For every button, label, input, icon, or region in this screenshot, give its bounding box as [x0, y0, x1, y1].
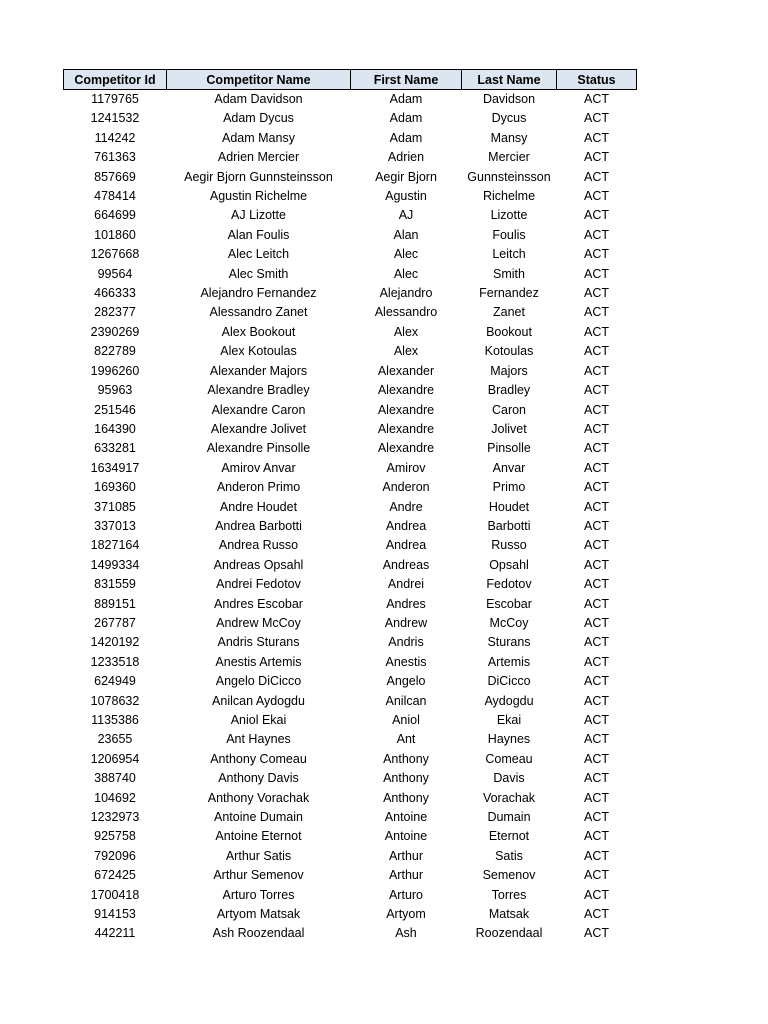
table-row	[64, 303, 637, 322]
cell-status[interactable]: ACT	[584, 635, 609, 650]
cell-first-name[interactable]: Anthony	[383, 771, 429, 786]
cell-competitor-id[interactable]: 164390	[94, 421, 136, 436]
cell-status[interactable]: ACT	[584, 286, 609, 301]
cell-last-name[interactable]: Davis	[493, 771, 525, 786]
cell-competitor-id[interactable]: 1078632	[90, 693, 140, 708]
cell-competitor-id[interactable]: 95963	[97, 383, 133, 398]
cell-last-name[interactable]: Russo	[491, 538, 527, 553]
cell-last-name[interactable]: Richelme	[482, 189, 536, 204]
table-row	[64, 750, 637, 769]
cell-status[interactable]: ACT	[584, 713, 609, 727]
cell-last-name[interactable]: Comeau	[485, 751, 533, 766]
cell-last-name[interactable]: Foulis	[492, 227, 526, 242]
cell-competitor-name[interactable]: Alan Foulis	[227, 227, 290, 242]
cell-first-name[interactable]: Alec	[393, 247, 419, 262]
cell-competitor-name[interactable]: Andrew McCoy	[216, 615, 301, 630]
cell-first-name[interactable]: Anderon	[382, 480, 430, 495]
cell-competitor-name[interactable]: Andreas Opsahl	[213, 557, 304, 572]
cell-competitor-id[interactable]: 388740	[94, 771, 136, 786]
cell-competitor-name[interactable]: Artyom Matsak	[216, 907, 301, 922]
cell-competitor-id[interactable]: 1267668	[90, 247, 140, 262]
cell-competitor-name[interactable]: Andrea Barbotti	[215, 518, 302, 533]
cell-last-name[interactable]: Semenov	[482, 868, 536, 883]
header-first-name[interactable]: First Name	[351, 70, 462, 90]
cell-status[interactable]: ACT	[584, 577, 609, 592]
cell-first-name[interactable]: Amirov	[386, 460, 426, 475]
cell-competitor-name[interactable]: Angelo DiCicco	[215, 674, 302, 689]
cell-last-name[interactable]: Roozendaal	[475, 926, 543, 941]
cell-last-name[interactable]: Torres	[491, 887, 527, 902]
table-row	[64, 847, 637, 866]
cell-competitor-name[interactable]: Alexander Majors	[209, 363, 308, 378]
cell-competitor-id[interactable]: 1179765	[91, 92, 139, 106]
cell-last-name[interactable]: Haynes	[487, 732, 531, 747]
cell-last-name[interactable]: Pinsolle	[487, 441, 531, 456]
cell-competitor-id[interactable]: 101860	[94, 227, 136, 242]
cell-competitor-id[interactable]: 114242	[94, 130, 136, 145]
cell-status[interactable]: ACT	[584, 810, 609, 825]
cell-competitor-name[interactable]: Anthony Davis	[218, 771, 299, 786]
cell-competitor-id[interactable]: 1233518	[90, 654, 140, 669]
table-row	[64, 536, 637, 555]
cell-last-name[interactable]: Fernandez	[479, 286, 539, 301]
cell-competitor-name[interactable]: Andrei Fedotov	[216, 577, 301, 592]
cell-competitor-name[interactable]: Anderon Primo	[216, 480, 301, 495]
cell-last-name[interactable]: Aydogdu	[484, 693, 534, 708]
cell-competitor-id[interactable]: 1135386	[91, 713, 139, 727]
cell-last-name[interactable]: Davidson	[482, 92, 536, 106]
cell-competitor-name[interactable]: Andre Houdet	[219, 499, 298, 514]
cell-first-name[interactable]: Alexandre	[377, 402, 435, 417]
cell-competitor-name[interactable]: Agustin Richelme	[209, 189, 308, 204]
cell-competitor-name[interactable]: Anthony Comeau	[210, 751, 307, 766]
cell-competitor-name[interactable]: Alexandre Pinsolle	[206, 441, 311, 456]
table-row	[64, 730, 637, 749]
table-row	[64, 478, 637, 497]
cell-status[interactable]: ACT	[584, 829, 609, 844]
cell-last-name[interactable]: Lizotte	[490, 208, 528, 223]
cell-status[interactable]: ACT	[584, 383, 609, 398]
cell-last-name[interactable]: Kotoulas	[484, 344, 534, 359]
header-status[interactable]: Status	[557, 70, 637, 90]
cell-first-name[interactable]: Andrei	[387, 577, 425, 592]
cell-competitor-name[interactable]: Arturo Torres	[222, 887, 295, 902]
cell-first-name[interactable]: Alexandre	[377, 421, 435, 436]
table-row	[64, 226, 637, 245]
cell-first-name[interactable]: Anilcan	[385, 693, 427, 708]
cell-first-name[interactable]: Adam	[389, 92, 423, 106]
cell-competitor-id[interactable]: 442211	[94, 926, 136, 941]
cell-competitor-id[interactable]: 267787	[94, 615, 136, 630]
table-row	[64, 148, 637, 167]
cell-status[interactable]: ACT	[584, 751, 609, 766]
cell-last-name[interactable]: Anvar	[492, 460, 526, 475]
cell-competitor-name[interactable]: Alec Leitch	[227, 247, 290, 262]
cell-first-name[interactable]: Alec	[393, 266, 419, 281]
cell-status[interactable]: ACT	[584, 305, 609, 320]
cell-status[interactable]: ACT	[584, 92, 609, 106]
cell-status[interactable]: ACT	[584, 674, 609, 689]
cell-competitor-id[interactable]: 831559	[94, 577, 136, 592]
cell-last-name[interactable]: Caron	[491, 402, 527, 417]
table-row	[64, 808, 637, 827]
cell-competitor-id[interactable]: 761363	[94, 150, 136, 165]
cell-competitor-id[interactable]: 633281	[94, 441, 136, 456]
table-row	[64, 90, 637, 110]
cell-competitor-name[interactable]: Anthony Vorachak	[207, 790, 310, 805]
cell-competitor-name[interactable]: Antoine Eternot	[215, 829, 302, 844]
cell-competitor-id[interactable]: 822789	[94, 344, 136, 359]
header-competitor-id[interactable]: Competitor Id	[64, 70, 167, 90]
table-row	[64, 866, 637, 885]
cell-last-name[interactable]: Eternot	[488, 829, 530, 844]
cell-first-name[interactable]: Arthur	[388, 868, 424, 883]
cell-status[interactable]: ACT	[584, 499, 609, 514]
cell-status[interactable]: ACT	[584, 227, 609, 242]
cell-competitor-name[interactable]: Anestis Artemis	[215, 654, 302, 669]
table-row	[64, 672, 637, 691]
cell-status[interactable]: ACT	[584, 150, 609, 165]
cell-status[interactable]: ACT	[584, 693, 609, 708]
table-row	[64, 886, 637, 905]
cell-first-name[interactable]: Aegir Bjorn	[375, 169, 437, 184]
header-last-name[interactable]: Last Name	[462, 70, 557, 90]
cell-competitor-name[interactable]: Adam Dycus	[223, 111, 294, 126]
cell-last-name[interactable]: Jolivet	[491, 421, 527, 436]
table-row	[64, 265, 637, 284]
cell-competitor-name[interactable]: Adam Mansy	[222, 130, 295, 145]
cell-status[interactable]: ACT	[584, 363, 609, 378]
cell-status[interactable]: ACT	[584, 907, 609, 922]
cell-status[interactable]: ACT	[584, 344, 609, 359]
cell-competitor-name[interactable]: Alexandre Bradley	[207, 383, 310, 398]
cell-last-name[interactable]: Mansy	[490, 130, 528, 145]
table-row	[64, 187, 637, 206]
cell-competitor-id[interactable]: 1827164	[90, 538, 140, 553]
cell-competitor-id[interactable]: 624949	[94, 674, 136, 689]
header-row	[64, 70, 637, 90]
cell-status[interactable]: ACT	[584, 421, 609, 436]
cell-competitor-id[interactable]: 1700418	[90, 887, 140, 902]
cell-competitor-name[interactable]: Anilcan Aydogdu	[212, 693, 305, 708]
cell-competitor-id[interactable]: 478414	[94, 189, 136, 204]
cell-first-name[interactable]: Alexandre	[377, 441, 435, 456]
cell-competitor-id[interactable]: 337013	[94, 518, 136, 533]
cell-first-name[interactable]: Ant	[396, 732, 416, 747]
cell-competitor-name[interactable]: Aniol Ekai	[230, 713, 287, 727]
table-row	[64, 789, 637, 808]
cell-competitor-name[interactable]: Adam Davidson	[214, 92, 303, 106]
table-row	[64, 362, 637, 381]
table-row	[64, 517, 637, 536]
cell-competitor-name[interactable]: Alexandre Caron	[211, 402, 306, 417]
table-row	[64, 401, 637, 420]
cell-competitor-name[interactable]: Aegir Bjorn Gunnsteinsson	[184, 169, 333, 184]
cell-last-name[interactable]: Sturans	[487, 635, 531, 650]
cell-first-name[interactable]: Angelo	[386, 674, 426, 689]
cell-competitor-id[interactable]: 282377	[94, 305, 136, 320]
table-row	[64, 420, 637, 439]
cell-first-name[interactable]: Antoine	[384, 829, 428, 844]
cell-competitor-name[interactable]: Adrien Mercier	[217, 150, 300, 165]
cell-last-name[interactable]: Leitch	[492, 247, 526, 262]
cell-first-name[interactable]: Alejandro	[379, 286, 433, 301]
cell-first-name[interactable]: AJ	[398, 208, 414, 223]
cell-competitor-id[interactable]: 792096	[94, 848, 136, 863]
cell-status[interactable]: ACT	[584, 868, 609, 883]
cell-status[interactable]: ACT	[584, 615, 609, 630]
cell-status[interactable]: ACT	[584, 169, 609, 184]
table-row	[64, 459, 637, 478]
cell-last-name[interactable]: Dumain	[487, 810, 531, 825]
table-row	[64, 284, 637, 303]
cell-competitor-id[interactable]: 2390269	[90, 324, 140, 339]
cell-first-name[interactable]: Adrien	[387, 150, 425, 165]
cell-status[interactable]: ACT	[584, 848, 609, 863]
table-row	[64, 692, 637, 711]
table-row	[64, 245, 637, 264]
cell-status[interactable]: ACT	[584, 402, 609, 417]
cell-status[interactable]: ACT	[584, 460, 609, 475]
cell-first-name[interactable]: Andrew	[384, 615, 428, 630]
cell-competitor-name[interactable]: Alex Kotoulas	[220, 344, 297, 359]
cell-first-name[interactable]: Adam	[389, 130, 423, 145]
cell-competitor-id[interactable]: 1232973	[90, 810, 140, 825]
cell-last-name[interactable]: Vorachak	[482, 790, 536, 805]
cell-first-name[interactable]: Alexander	[377, 363, 435, 378]
cell-first-name[interactable]: Anestis	[385, 654, 427, 669]
table-row	[64, 575, 637, 594]
table-row	[64, 614, 637, 633]
cell-first-name[interactable]: Artyom	[386, 907, 426, 922]
cell-last-name[interactable]: Matsak	[488, 907, 530, 922]
cell-last-name[interactable]: Majors	[490, 363, 528, 378]
cell-competitor-id[interactable]: 1634917	[90, 460, 140, 475]
cell-last-name[interactable]: Mercier	[488, 150, 530, 165]
cell-status[interactable]: ACT	[584, 732, 609, 747]
table-row	[64, 633, 637, 652]
cell-status[interactable]: ACT	[584, 324, 609, 339]
table-row	[64, 769, 637, 788]
cell-last-name[interactable]: Houdet	[488, 499, 530, 514]
cell-competitor-name[interactable]: Alex Bookout	[221, 324, 296, 339]
table-row	[64, 595, 637, 614]
cell-competitor-name[interactable]: Amirov Anvar	[221, 460, 296, 475]
cell-status[interactable]: ACT	[584, 518, 609, 533]
table-row	[64, 827, 637, 846]
cell-last-name[interactable]: Gunnsteinsson	[467, 169, 551, 184]
cell-status[interactable]: ACT	[584, 111, 609, 126]
cell-competitor-name[interactable]: Alexandre Jolivet	[210, 421, 307, 436]
header-competitor-name[interactable]: Competitor Name	[167, 70, 351, 90]
table-row	[64, 342, 637, 361]
cell-competitor-id[interactable]: 889151	[94, 596, 136, 611]
table-row	[64, 924, 637, 943]
cell-first-name[interactable]: Andreas	[382, 557, 430, 572]
table-row	[64, 109, 637, 128]
cell-last-name[interactable]: Dycus	[491, 111, 527, 126]
cell-competitor-id[interactable]: 1499334	[90, 557, 140, 572]
cell-first-name[interactable]: Andris	[388, 635, 424, 650]
cell-last-name[interactable]: Primo	[492, 480, 526, 495]
cell-first-name[interactable]: Alex	[393, 344, 419, 359]
table-row	[64, 168, 637, 187]
cell-last-name[interactable]: Satis	[495, 848, 523, 863]
cell-competitor-id[interactable]: 1420192	[90, 635, 140, 650]
competitor-table	[63, 69, 637, 944]
cell-last-name[interactable]: Opsahl	[489, 557, 529, 572]
table-row	[64, 323, 637, 342]
cell-last-name[interactable]: Smith	[493, 266, 525, 281]
cell-competitor-id[interactable]: 672425	[94, 868, 136, 883]
cell-first-name[interactable]: Alex	[393, 324, 419, 339]
table-row	[64, 711, 637, 730]
cell-status[interactable]: ACT	[584, 208, 609, 223]
cell-competitor-id[interactable]: 104692	[94, 790, 136, 805]
cell-competitor-name[interactable]: Alessandro Zanet	[209, 305, 308, 320]
cell-competitor-id[interactable]: 857669	[94, 169, 136, 184]
cell-competitor-id[interactable]: 1996260	[90, 363, 140, 378]
cell-status[interactable]: ACT	[584, 926, 609, 941]
cell-competitor-name[interactable]: Andrea Russo	[218, 538, 299, 553]
cell-competitor-name[interactable]: AJ Lizotte	[231, 208, 286, 223]
cell-status[interactable]: ACT	[584, 771, 609, 786]
cell-competitor-id[interactable]: 371085	[94, 499, 136, 514]
cell-first-name[interactable]: Arthur	[388, 848, 424, 863]
cell-status[interactable]: ACT	[584, 441, 609, 456]
cell-status[interactable]: ACT	[584, 538, 609, 553]
cell-status[interactable]: ACT	[584, 557, 609, 572]
cell-status[interactable]: ACT	[584, 189, 609, 204]
cell-competitor-id[interactable]: 23655	[97, 732, 133, 747]
cell-status[interactable]: ACT	[584, 654, 609, 669]
cell-competitor-id[interactable]: 99564	[97, 266, 133, 281]
cell-first-name[interactable]: Ash	[395, 926, 417, 941]
cell-first-name[interactable]: Adam	[389, 111, 423, 126]
cell-first-name[interactable]: Arturo	[388, 887, 424, 902]
cell-last-name[interactable]: McCoy	[489, 615, 529, 630]
cell-last-name[interactable]: Fedotov	[486, 577, 532, 592]
table-row	[64, 206, 637, 225]
cell-status[interactable]: ACT	[584, 790, 609, 805]
table-row	[64, 556, 637, 575]
table-row	[64, 129, 637, 148]
cell-status[interactable]: ACT	[584, 247, 609, 262]
cell-first-name[interactable]: Antoine	[384, 810, 428, 825]
cell-first-name[interactable]: Alexandre	[377, 383, 435, 398]
table-row	[64, 381, 637, 400]
cell-last-name[interactable]: Zanet	[493, 305, 525, 320]
cell-last-name[interactable]: DiCicco	[487, 674, 531, 689]
cell-competitor-id[interactable]: 251546	[94, 402, 136, 417]
cell-first-name[interactable]: Anthony	[383, 790, 429, 805]
table-row	[64, 439, 637, 458]
cell-competitor-id[interactable]: 169360	[94, 480, 136, 495]
cell-last-name[interactable]: Escobar	[486, 596, 532, 611]
table-row	[64, 905, 637, 924]
cell-competitor-id[interactable]: 1206954	[90, 751, 140, 766]
cell-competitor-name[interactable]: Arthur Semenov	[213, 868, 304, 883]
cell-competitor-id[interactable]: 664699	[94, 208, 136, 223]
cell-status[interactable]: ACT	[584, 130, 609, 145]
cell-competitor-name[interactable]: Antoine Dumain	[214, 810, 303, 825]
cell-competitor-name[interactable]: Alejandro Fernandez	[200, 286, 317, 301]
cell-first-name[interactable]: Andrea	[385, 518, 427, 533]
cell-competitor-name[interactable]: Arthur Satis	[225, 848, 292, 863]
cell-last-name[interactable]: Bookout	[486, 324, 532, 339]
cell-last-name[interactable]: Bradley	[487, 383, 531, 398]
cell-competitor-name[interactable]: Andris Sturans	[217, 635, 300, 650]
cell-first-name[interactable]: Anthony	[383, 751, 429, 766]
cell-first-name[interactable]: Andrea	[385, 538, 427, 553]
cell-status[interactable]: ACT	[584, 596, 609, 611]
cell-first-name[interactable]: Aniol	[392, 713, 420, 727]
cell-competitor-name[interactable]: Ash Roozendaal	[212, 926, 305, 941]
cell-last-name[interactable]: Artemis	[487, 654, 531, 669]
cell-competitor-id[interactable]: 466333	[94, 286, 136, 301]
cell-first-name[interactable]: Agustin	[385, 189, 427, 204]
cell-last-name[interactable]: Ekai	[496, 713, 522, 727]
cell-first-name[interactable]: Andre	[389, 499, 423, 514]
cell-status[interactable]: ACT	[584, 887, 609, 902]
cell-first-name[interactable]: Alessandro	[374, 305, 438, 320]
cell-competitor-id[interactable]: 914153	[94, 907, 136, 922]
table-row	[64, 653, 637, 672]
cell-status[interactable]: ACT	[584, 480, 609, 495]
cell-first-name[interactable]: Alan	[393, 227, 419, 242]
cell-status[interactable]: ACT	[584, 266, 609, 281]
cell-competitor-id[interactable]: 925758	[94, 829, 136, 844]
cell-first-name[interactable]: Andres	[386, 596, 426, 611]
cell-competitor-id[interactable]: 1241532	[90, 111, 140, 126]
table-row	[64, 498, 637, 517]
cell-competitor-name[interactable]: Andres Escobar	[214, 596, 303, 611]
cell-last-name[interactable]: Barbotti	[487, 518, 531, 533]
cell-competitor-name[interactable]: Alec Smith	[228, 266, 289, 281]
cell-competitor-name[interactable]: Ant Haynes	[226, 732, 291, 747]
